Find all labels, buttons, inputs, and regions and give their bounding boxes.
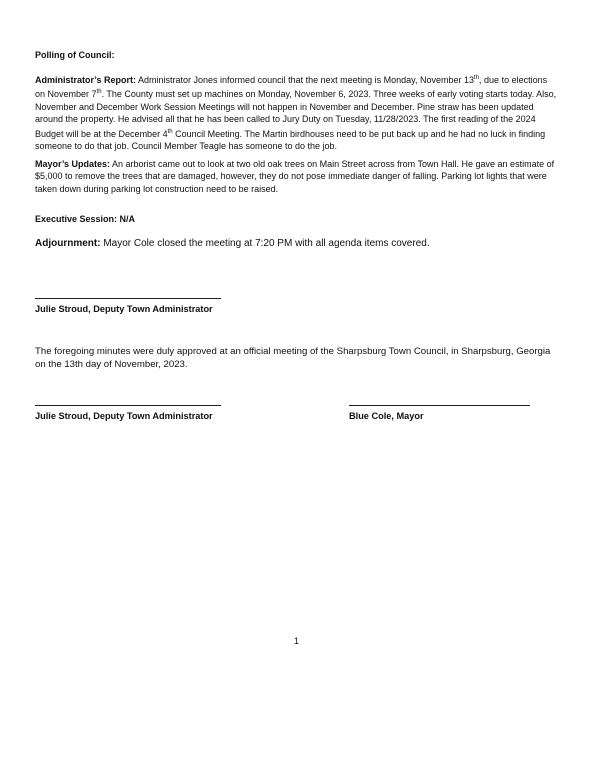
administrator-report-text-2: , due to elections on November 7 <box>35 75 548 100</box>
adjournment-label: Adjournment: <box>35 238 101 249</box>
signature-line-2-right <box>349 405 530 406</box>
ordinal-suffix: th <box>474 75 480 81</box>
administrator-report-paragraph <box>35 72 557 152</box>
administrator-report-label: Administrator’s Report: <box>35 75 137 85</box>
signature-line-2-left <box>35 405 221 406</box>
mayor-updates-label: Mayor’s Updates: <box>35 159 111 169</box>
polling-heading: Polling of Council: <box>35 50 115 60</box>
adjournment-text: Mayor Cole closed the meeting at 7:20 PM with all agenda items covered. <box>100 238 430 249</box>
administrator-report-text-4: Council Meeting. The Martin birdhouses need to be put back up and he had no luck in finding someone to do that job. Council Member Teagle has someone to do the job. <box>35 128 546 152</box>
mayor-updates-paragraph <box>35 158 557 195</box>
page-number: 1 <box>293 636 299 646</box>
administrator-report-text-1: Administrator Jones informed council that the next meeting is Monday, November 13 <box>136 75 475 85</box>
administrator-report-text-3: . The County must set up machines on Monday, November 6, 2023. Three weeks of early voting starts today. Also, November and December Work Session Meetings will not happen in November and December. Pine straw has been updated around the property. He advised all that he has been called to Jury Duty on Tuesday, 11/28/2023. The first reading of the 2024 Budget will be at the December 4 <box>35 89 557 139</box>
signature-name-1: Julie Stroud, Deputy Town Administrator <box>35 304 213 314</box>
signature-name-2-left: Julie Stroud, Deputy Town Administrator <box>35 411 213 421</box>
executive-session-heading: Executive Session: N/A <box>35 214 136 224</box>
ordinal-suffix: th <box>96 89 102 96</box>
approval-paragraph: The foregoing minutes were duly approved at an official meeting of the Sharpsburg Town Council, in Sharpsburg, Georgia on the 13th day of November, 2023. <box>35 346 551 370</box>
adjournment-paragraph <box>35 237 557 250</box>
ordinal-suffix: th <box>167 128 173 135</box>
signature-name-2-right: Blue Cole, Mayor <box>349 411 424 421</box>
signature-line-1 <box>35 298 221 299</box>
mayor-updates-text: An arborist came out to look at two old oak trees on Main Street across from Town Hall. He gave an estimate of $5,000 to remove the trees that are damaged, however, they do not pose immediate danger of falling. Parking lot lights that were taken down during parking lot construction need to be raised. <box>35 159 555 194</box>
